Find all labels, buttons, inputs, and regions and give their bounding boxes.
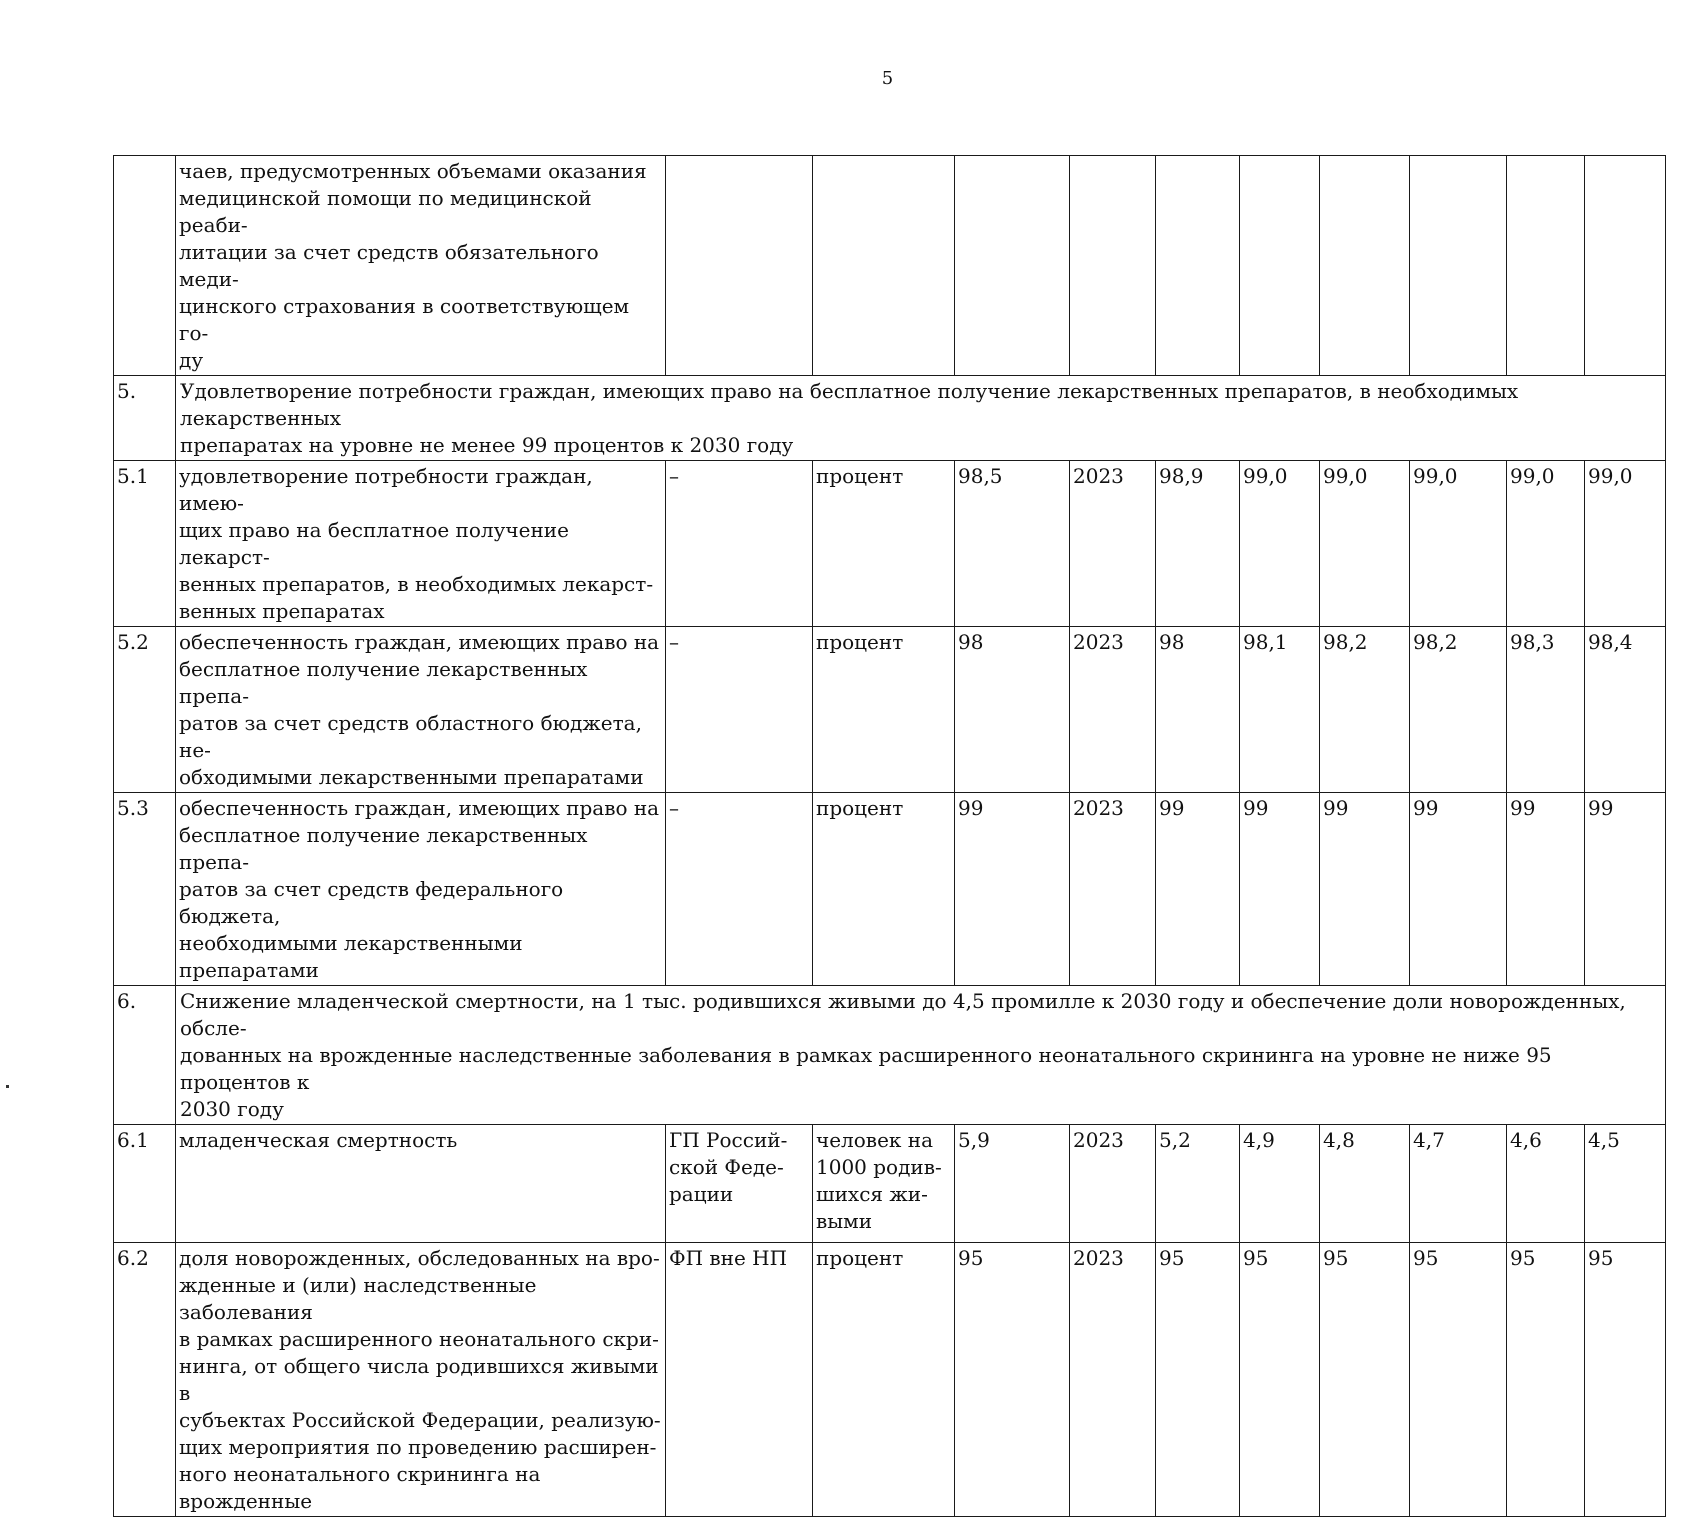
cell-level: – [666, 461, 813, 627]
cell-level: – [666, 793, 813, 986]
cell-value: 95 [1585, 1243, 1666, 1517]
cell-indicator-text: младенческая смертность [176, 1125, 666, 1243]
cell-unit: процент [813, 627, 955, 793]
cell-value: 99,0 [1240, 461, 1320, 627]
cell-unit: процент [813, 461, 955, 627]
cell-value: 99 [1410, 793, 1507, 986]
cell-indicator-text: чаев, предусмотренных объемами оказания медицинской помощи по медицинской реаби- литации за счет средств обязательного меди- цинского страхования в соответствующем го- ду [176, 156, 666, 376]
table-row [114, 627, 1666, 793]
cell-base-year: 2023 [1070, 793, 1156, 986]
cell-base-value: 99 [955, 793, 1070, 986]
cell-value: 95 [1320, 1243, 1410, 1517]
cell-base-year [1070, 156, 1156, 376]
cell-value: 99,0 [1410, 461, 1507, 627]
cell-value: 4,9 [1240, 1125, 1320, 1243]
cell-base-value: 98 [955, 627, 1070, 793]
cell-value: 99 [1320, 793, 1410, 986]
cell-value: 4,7 [1410, 1125, 1507, 1243]
cell-value: 98 [1156, 627, 1240, 793]
indicators-table [113, 155, 1666, 1517]
cell-value: 4,6 [1507, 1125, 1585, 1243]
cell-no [114, 156, 176, 376]
section-row [114, 376, 1666, 461]
cell-unit: процент [813, 793, 955, 986]
cell-no: 6. [114, 986, 176, 1125]
cell-value: 4,5 [1585, 1125, 1666, 1243]
cell-indicator-text: удовлетворение потребности граждан, имею- щих право на бесплатное получение лекарст- венных препаратов, в необходимых лекарст- венных препаратах [176, 461, 666, 627]
cell-level [666, 156, 813, 376]
cell-section-text: Снижение младенческой смертности, на 1 тыс. родившихся живыми до 4,5 промилле к 2030 году и обеспечение доли новорожденных, обсле- дованных на врожденные наследственные заболевания в рамках расширенного неонатального скрининга на уровне не ниже 95 процентов к 2030 году [176, 986, 1666, 1125]
cell-value: 99,0 [1507, 461, 1585, 627]
cell-value [1320, 156, 1410, 376]
cell-value: 95 [1507, 1243, 1585, 1517]
cell-base-year: 2023 [1070, 627, 1156, 793]
cell-value: 99,0 [1320, 461, 1410, 627]
cell-value: 98,4 [1585, 627, 1666, 793]
cell-level: ГП Россий- ской Феде- рации [666, 1125, 813, 1243]
cell-value: 98,3 [1507, 627, 1585, 793]
cell-value: 98,2 [1320, 627, 1410, 793]
cell-value: 5,2 [1156, 1125, 1240, 1243]
cell-level: – [666, 627, 813, 793]
cell-no: 5.2 [114, 627, 176, 793]
cell-value: 99 [1507, 793, 1585, 986]
cell-value: 99 [1156, 793, 1240, 986]
cell-base-year: 2023 [1070, 1125, 1156, 1243]
cell-base-value [955, 156, 1070, 376]
cell-unit [813, 156, 955, 376]
cell-indicator-text: доля новорожденных, обследованных на вро- жденные и (или) наследственные заболевания в рамках расширенного неонатального скри- нинга, от общего числа родившихся живыми в субъектах Российской Федерации, реализую- щих мероприятия по проведению расширен- ного неонатального скрининга на врожденные [176, 1243, 666, 1517]
cell-unit: человек на 1000 родив- шихся жи- выми [813, 1125, 955, 1243]
cell-no: 5.3 [114, 793, 176, 986]
cell-unit: процент [813, 1243, 955, 1517]
cell-value [1240, 156, 1320, 376]
cell-base-value: 5,9 [955, 1125, 1070, 1243]
table-row [114, 793, 1666, 986]
cell-no: 5. [114, 376, 176, 461]
cell-value: 98,9 [1156, 461, 1240, 627]
cell-value [1585, 156, 1666, 376]
cell-value: 99 [1585, 793, 1666, 986]
cell-value: 99,0 [1585, 461, 1666, 627]
cell-base-year: 2023 [1070, 461, 1156, 627]
cell-value: 98,1 [1240, 627, 1320, 793]
cell-level: ФП вне НП [666, 1243, 813, 1517]
scan-mark [6, 1085, 9, 1088]
cell-value [1156, 156, 1240, 376]
cell-value: 95 [1240, 1243, 1320, 1517]
cell-base-year: 2023 [1070, 1243, 1156, 1517]
table-row [114, 1125, 1666, 1243]
page-number: 5 [881, 68, 894, 89]
cell-no: 5.1 [114, 461, 176, 627]
cell-base-value: 95 [955, 1243, 1070, 1517]
cell-value: 95 [1410, 1243, 1507, 1517]
cell-value [1410, 156, 1507, 376]
table-row [114, 461, 1666, 627]
cell-value: 99 [1240, 793, 1320, 986]
cell-section-text: Удовлетворение потребности граждан, имеющих право на бесплатное получение лекарственных препаратов, в необходимых лекарственных препаратах на уровне не менее 99 процентов к 2030 году [176, 376, 1666, 461]
cell-indicator-text: обеспеченность граждан, имеющих право на бесплатное получение лекарственных препа- ратов за счет средств областного бюджета, не- обходимыми лекарственными препаратами [176, 627, 666, 793]
cell-no: 6.1 [114, 1125, 176, 1243]
cell-indicator-text: обеспеченность граждан, имеющих право на бесплатное получение лекарственных препа- ратов за счет средств федерального бюджета, необходимыми лекарственными препаратами [176, 793, 666, 986]
cell-value [1507, 156, 1585, 376]
cell-value: 98,2 [1410, 627, 1507, 793]
cell-value: 95 [1156, 1243, 1240, 1517]
table-row [114, 1243, 1666, 1517]
cell-no: 6.2 [114, 1243, 176, 1517]
cell-base-value: 98,5 [955, 461, 1070, 627]
section-row [114, 986, 1666, 1125]
table-row-continuation [114, 156, 1666, 376]
cell-value: 4,8 [1320, 1125, 1410, 1243]
